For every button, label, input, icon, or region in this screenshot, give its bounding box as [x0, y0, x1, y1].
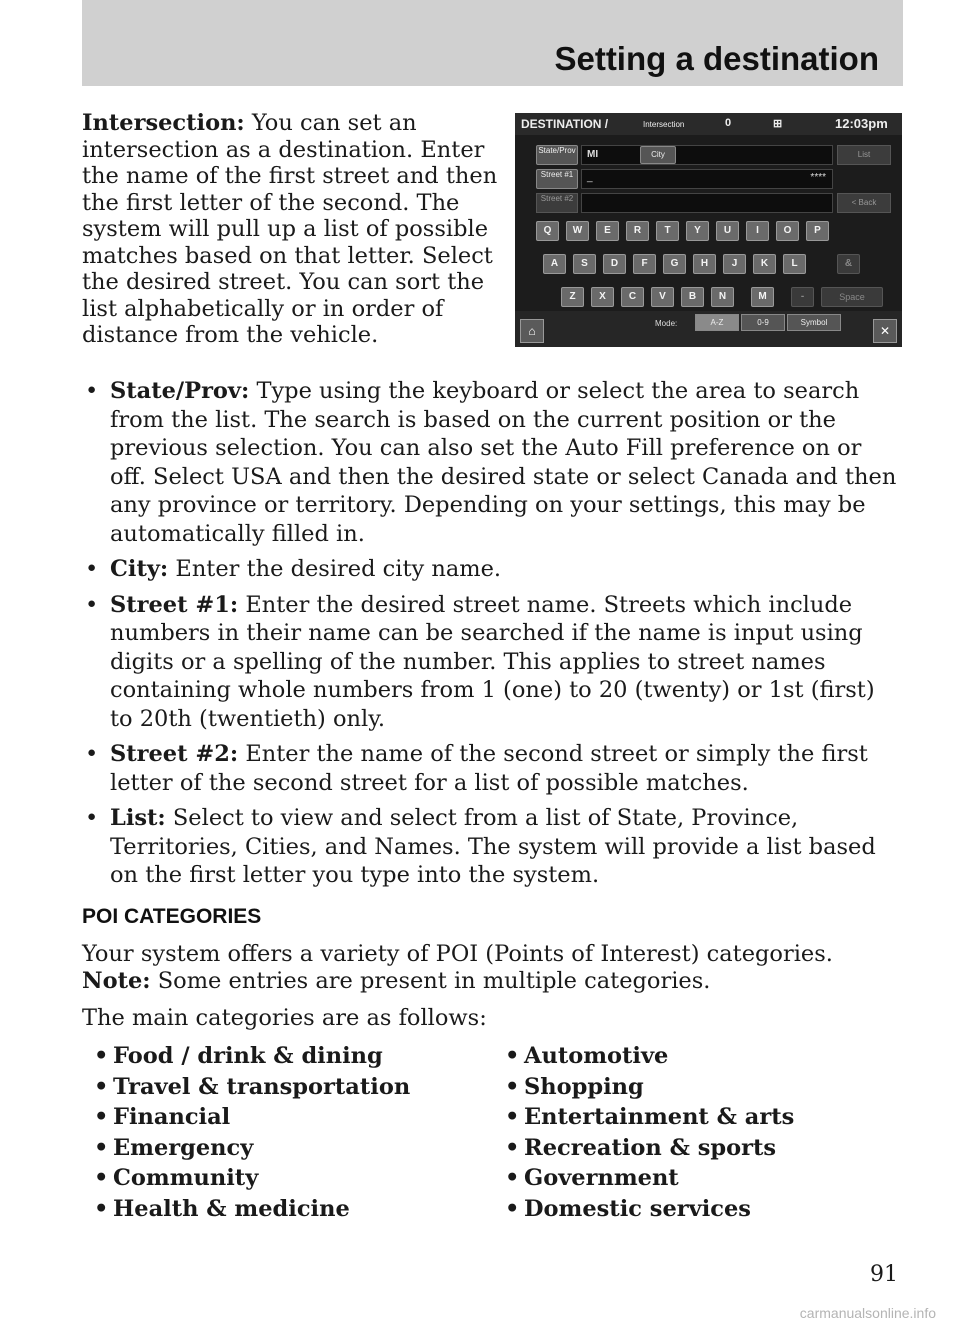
key[interactable]: G [663, 254, 686, 274]
category-label: Government [524, 1165, 679, 1192]
bullet-text: Enter the desired street name. Streets which include numbers in their name can be searched if the name is input using digits or a spelling of the number. This applies to street names containing whole numbers from 1 (one) to 20 (twenty) or 1st (first) to 20th (twentieth) only. [110, 591, 875, 732]
key[interactable]: U [716, 221, 739, 241]
category-label: Shopping [524, 1073, 644, 1100]
list-item [505, 1041, 794, 1072]
bullet-mark: • [94, 1073, 109, 1100]
bullet-label: City: [110, 556, 169, 582]
close-icon[interactable]: ✕ [873, 319, 897, 343]
bullet-mark: • [85, 378, 99, 404]
list-item [82, 804, 902, 890]
list-item [505, 1194, 794, 1225]
category-label: Financial [113, 1104, 231, 1131]
mode-09-button[interactable]: 0-9 [741, 314, 785, 331]
key[interactable]: V [651, 287, 674, 307]
bullet-text: Type using the keyboard or select the area to search from the list. The search is based on the current position or the previous selection. You can also set the Auto Fill preference on or off. Select USA and then the desired state or select Canada and then any province or territory. Depending on your settings, this may be automatically filled in. [110, 378, 897, 547]
list-item [82, 377, 902, 548]
key[interactable]: J [723, 254, 746, 274]
note-label: Note: [82, 967, 151, 994]
key[interactable]: S [573, 254, 596, 274]
screen-time: 12:03pm [835, 116, 888, 131]
watermark: carmanualsonline.info [799, 1305, 936, 1321]
intro-paragraph [82, 110, 502, 349]
mode-label: Mode: [655, 319, 678, 328]
list-item [94, 1072, 410, 1103]
list-item [82, 740, 902, 797]
street2-button[interactable]: Street #2 [536, 193, 578, 213]
screen-title: DESTINATION / [521, 117, 609, 131]
key[interactable]: K [753, 254, 776, 274]
bullet-mark: • [505, 1165, 520, 1192]
category-label: Domestic services [524, 1195, 751, 1222]
bullet-label: State/Prov: [110, 378, 250, 404]
key[interactable]: H [693, 254, 716, 274]
bullet-mark: • [85, 805, 99, 831]
list-item [505, 1163, 794, 1194]
key[interactable]: A [543, 254, 566, 274]
page-title: Setting a destination [554, 40, 879, 77]
key[interactable]: C [621, 287, 644, 307]
street1-button[interactable]: Street #1 [536, 169, 578, 189]
key[interactable]: D [603, 254, 626, 274]
category-label: Recreation & sports [524, 1134, 777, 1161]
home-icon[interactable]: ⌂ [520, 319, 544, 343]
bullet-text: Enter the name of the second street or simply the first letter of the second street for a list of possible matches. [110, 741, 868, 796]
list-item [505, 1102, 794, 1133]
poi-categories-left [94, 1041, 410, 1225]
list-item [82, 555, 902, 584]
bullet-mark: • [85, 741, 99, 767]
category-label: Community [113, 1165, 259, 1192]
field-description-list [82, 377, 902, 897]
key[interactable]: P [806, 221, 829, 241]
screen-subtitle: Intersection [643, 120, 685, 129]
list-item [94, 1102, 410, 1133]
key[interactable]: - [791, 287, 814, 307]
key[interactable]: L [783, 254, 806, 274]
bullet-mark: • [505, 1043, 520, 1069]
bullet-mark: • [94, 1134, 109, 1161]
key[interactable]: & [837, 254, 860, 274]
bullet-mark: • [94, 1043, 109, 1069]
key[interactable]: Z [561, 287, 584, 307]
key[interactable]: E [596, 221, 619, 241]
list-item [94, 1133, 410, 1164]
list-item [94, 1194, 410, 1225]
section-heading: POI CATEGORIES [82, 905, 262, 928]
poi-intro [82, 941, 902, 994]
key[interactable]: T [656, 221, 679, 241]
navigation-screen-image [515, 113, 902, 347]
key[interactable]: M [751, 287, 774, 307]
screen-status-icon: ⊞ [773, 118, 783, 130]
mode-symbol-button[interactable]: Symbol [787, 314, 841, 331]
intro-text: You can set an intersection as a destination. Enter the name of the first street and then the first letter of the second. The system will pull up a list of possible matches based on that letter. Select the desired street. You can sort the list alphabetically or in order of distance from the vehicle. [82, 110, 498, 348]
list-item [82, 591, 902, 734]
poi-para: Your system offers a variety of POI (Points of Interest) categories. [82, 941, 833, 967]
list-button[interactable]: List [837, 145, 891, 165]
bullet-mark: • [94, 1165, 109, 1192]
poi-main-intro: The main categories are as follows: [82, 1005, 487, 1031]
key[interactable]: I [746, 221, 769, 241]
screen-status-bar [515, 113, 902, 135]
page-number: 91 [870, 1262, 898, 1287]
space-key[interactable]: Space [821, 287, 883, 307]
state-prov-button[interactable]: State/Prov [536, 145, 578, 165]
screen-zero: 0 [725, 117, 732, 129]
list-item [505, 1072, 794, 1103]
bullet-mark: • [505, 1104, 520, 1131]
bullet-mark: • [85, 591, 99, 618]
bullet-text: Select to view and select from a list of State, Province, Territories, Cities, and Names. The system will provide a list based on the first letter you type into the system. [110, 805, 876, 888]
city-button[interactable]: City [640, 146, 676, 164]
bullet-mark: • [505, 1073, 520, 1100]
bullet-mark: • [505, 1134, 520, 1161]
street1-stars: **** [810, 172, 826, 183]
category-label: Emergency [113, 1134, 254, 1161]
bullet-text: Enter the desired city name. [175, 556, 502, 582]
key[interactable]: R [626, 221, 649, 241]
category-label: Automotive [524, 1043, 669, 1069]
bullet-mark: • [85, 556, 99, 582]
bullet-mark: • [94, 1104, 109, 1131]
list-item [94, 1041, 410, 1072]
header-band [82, 0, 903, 86]
mode-az-button[interactable]: A-Z [695, 314, 739, 331]
back-button[interactable]: < Back [837, 193, 891, 213]
state-prov-field[interactable] [581, 145, 833, 165]
bullet-mark: • [94, 1195, 109, 1222]
key[interactable]: Y [686, 221, 709, 241]
key[interactable]: W [566, 221, 589, 241]
key[interactable]: B [681, 287, 704, 307]
category-label: Food / drink & dining [113, 1043, 383, 1069]
street1-field[interactable] [581, 169, 833, 189]
intro-label: Intersection: [82, 110, 245, 136]
street2-field[interactable] [581, 193, 833, 213]
key[interactable]: X [591, 287, 614, 307]
bullet-label: List: [110, 805, 166, 831]
key[interactable]: O [776, 221, 799, 241]
state-value: MI [587, 149, 599, 160]
list-item [505, 1133, 794, 1164]
key[interactable]: Q [536, 221, 559, 241]
key[interactable]: F [633, 254, 656, 274]
category-label: Health & medicine [113, 1195, 350, 1222]
bullet-label: Street #1: [110, 591, 239, 618]
street1-value: _ [587, 172, 593, 183]
category-label: Travel & transportation [113, 1073, 411, 1100]
note-text: Some entries are present in multiple categories. [157, 967, 711, 994]
key[interactable]: N [711, 287, 734, 307]
bullet-mark: • [505, 1195, 520, 1222]
list-item [94, 1163, 410, 1194]
bullet-label: Street #2: [110, 741, 239, 767]
poi-categories-right [505, 1041, 794, 1225]
category-label: Entertainment & arts [524, 1104, 795, 1131]
